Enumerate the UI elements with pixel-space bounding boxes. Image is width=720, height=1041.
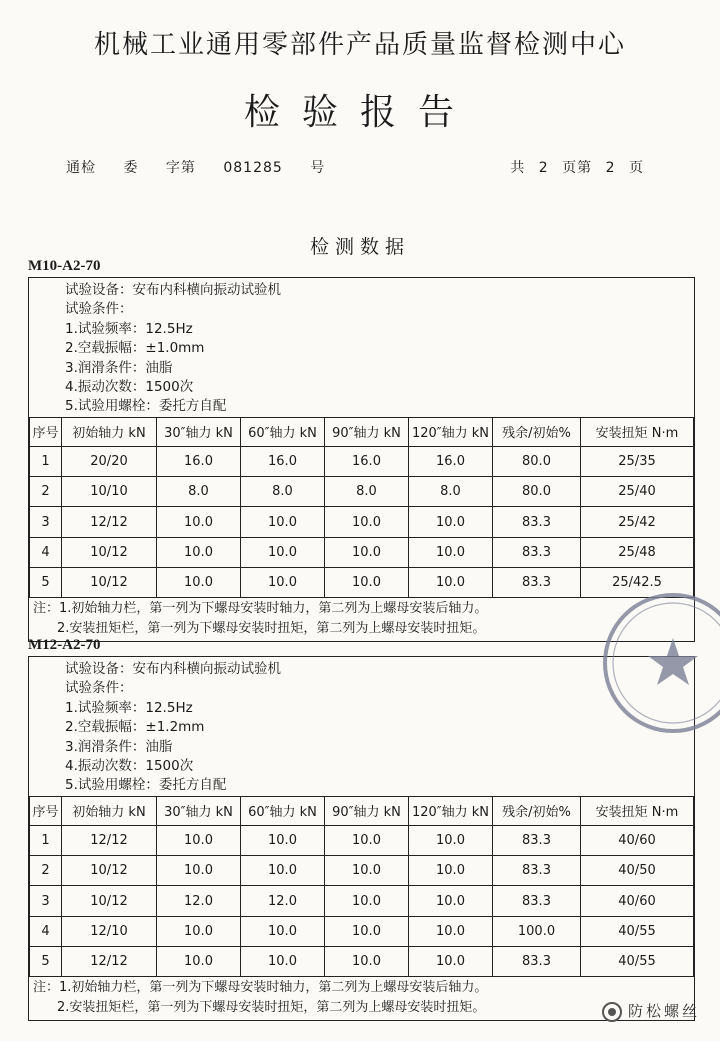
table-header-row <box>30 417 694 446</box>
note-line: 2.安装扭矩栏，第一列为下螺母安装时扭矩，第二列为上螺母安装时扭矩。 <box>57 1000 486 1016</box>
table-row <box>30 825 694 855</box>
official-seal <box>598 588 720 738</box>
doc-word: 字第 <box>165 160 196 176</box>
table-row <box>30 568 694 598</box>
table-cell: 10.0 <box>409 507 493 537</box>
table-cell: 10/12 <box>62 856 157 886</box>
condition-line: 4.振动次数：1500次 <box>65 758 194 775</box>
table-cell: 10.0 <box>409 537 493 567</box>
table-cell: 10.0 <box>409 825 493 855</box>
table-cell: 10.0 <box>325 856 409 886</box>
column-header: 30″轴力 kN <box>157 796 241 825</box>
table-cell: 10/12 <box>62 886 157 916</box>
watermark-text: 防松螺丝 <box>627 1002 700 1020</box>
condition-line: 2.空载振幅：±1.0mm <box>65 340 205 357</box>
table-body <box>30 446 694 597</box>
table-notes <box>29 598 694 641</box>
table-cell: 10.0 <box>409 947 493 977</box>
table-cell: 25/48 <box>581 537 694 567</box>
table-cell: 10.0 <box>241 916 325 946</box>
doc-suffix: 号 <box>310 160 326 176</box>
page-current: 2 <box>605 160 616 176</box>
table-cell: 10.0 <box>157 856 241 886</box>
table-cell: 12.0 <box>241 886 325 916</box>
table-cell: 10.0 <box>409 916 493 946</box>
table-cell: 10.0 <box>325 947 409 977</box>
model-label: M12-A2-70 <box>28 637 101 653</box>
data-table <box>29 796 694 977</box>
column-header: 90″轴力 kN <box>325 417 409 446</box>
column-header: 安装扭矩 N·m <box>581 417 694 446</box>
table-cell: 10.0 <box>325 568 409 598</box>
table-cell: 40/55 <box>581 947 694 977</box>
seal-star-icon <box>648 638 698 685</box>
table-row <box>30 916 694 946</box>
page-total-label: 共 <box>510 160 526 176</box>
column-header: 安装扭矩 N·m <box>581 796 694 825</box>
table-cell: 40/60 <box>581 886 694 916</box>
table-cell: 80.0 <box>493 477 581 507</box>
test-conditions <box>29 278 694 417</box>
table-cell: 10.0 <box>325 825 409 855</box>
column-header: 序号 <box>30 417 62 446</box>
table-cell: 2 <box>30 477 62 507</box>
model-label: M10-A2-70 <box>28 258 101 274</box>
table-header-row <box>30 796 694 825</box>
table-cell: 10.0 <box>409 886 493 916</box>
table-cell: 10/12 <box>62 537 157 567</box>
table-cell: 83.3 <box>493 537 581 567</box>
wechat-icon <box>602 1002 622 1022</box>
table-cell: 100.0 <box>493 916 581 946</box>
table-cell: 12/10 <box>62 916 157 946</box>
table-cell: 10.0 <box>157 537 241 567</box>
table-cell: 83.3 <box>493 856 581 886</box>
test-block-m10 <box>28 277 695 642</box>
column-header: 序号 <box>30 796 62 825</box>
table-cell: 40/50 <box>581 856 694 886</box>
table-cell: 4 <box>30 537 62 567</box>
column-header: 60″轴力 kN <box>241 796 325 825</box>
table-cell: 83.3 <box>493 947 581 977</box>
table-cell: 10.0 <box>241 947 325 977</box>
table-cell: 10.0 <box>157 916 241 946</box>
table-row <box>30 507 694 537</box>
table-cell: 10.0 <box>325 886 409 916</box>
table-cell: 12/12 <box>62 947 157 977</box>
condition-line: 5.试验用螺栓：委托方自配 <box>65 398 227 415</box>
section-heading: 检测数据 <box>309 236 410 258</box>
table-cell: 10.0 <box>241 507 325 537</box>
doc-number-value: 081285 <box>223 160 283 176</box>
table-cell: 10.0 <box>241 856 325 886</box>
condition-line: 3.润滑条件：油脂 <box>65 738 173 755</box>
column-header: 残余/初始% <box>493 796 581 825</box>
condition-line: 1.试验频率：12.5Hz <box>65 699 193 716</box>
condition-line: 1.试验频率：12.5Hz <box>65 320 193 337</box>
table-cell: 8.0 <box>241 477 325 507</box>
data-table <box>29 417 694 598</box>
table-cell: 40/55 <box>581 916 694 946</box>
column-header: 120″轴力 kN <box>409 796 493 825</box>
document-number <box>66 157 347 177</box>
table-cell: 40/60 <box>581 825 694 855</box>
table-cell: 10.0 <box>409 856 493 886</box>
table-cell: 10.0 <box>325 916 409 946</box>
table-cell: 16.0 <box>325 446 409 476</box>
watermark <box>602 1000 700 1022</box>
table-cell: 10.0 <box>157 947 241 977</box>
table-cell: 10.0 <box>241 568 325 598</box>
table-cell: 10.0 <box>325 507 409 537</box>
table-cell: 1 <box>30 825 62 855</box>
table-cell: 1 <box>30 446 62 476</box>
condition-line: 5.试验用螺栓：委托方自配 <box>65 777 227 794</box>
page-label: 页第 <box>562 160 593 176</box>
table-cell: 10.0 <box>241 537 325 567</box>
condition-line: 试验条件： <box>65 301 133 318</box>
table-row <box>30 477 694 507</box>
table-cell: 83.3 <box>493 886 581 916</box>
table-row <box>30 856 694 886</box>
condition-line: 3.润滑条件：油脂 <box>65 359 173 376</box>
table-cell: 25/42.5 <box>581 568 694 598</box>
table-cell: 80.0 <box>493 446 581 476</box>
table-cell: 4 <box>30 916 62 946</box>
table-cell: 3 <box>30 507 62 537</box>
table-cell: 83.3 <box>493 507 581 537</box>
column-header: 120″轴力 kN <box>409 417 493 446</box>
table-cell: 12.0 <box>157 886 241 916</box>
page-suffix: 页 <box>629 160 644 176</box>
doc-committee: 委 <box>123 160 139 176</box>
table-cell: 83.3 <box>493 825 581 855</box>
table-cell: 16.0 <box>241 446 325 476</box>
table-row <box>30 537 694 567</box>
table-cell: 20/20 <box>62 446 157 476</box>
condition-line: 4.振动次数：1500次 <box>65 379 194 396</box>
table-cell: 3 <box>30 886 62 916</box>
table-row <box>30 947 694 977</box>
table-cell: 8.0 <box>409 477 493 507</box>
table-cell: 2 <box>30 856 62 886</box>
note-line: 2.安装扭矩栏，第一列为下螺母安装时扭矩，第二列为上螺母安装时扭矩。 <box>57 621 486 637</box>
table-cell: 10.0 <box>157 825 241 855</box>
condition-line: 试验条件： <box>65 680 133 697</box>
organization-name: 机械工业通用零部件产品质量监督检测中心 <box>93 30 626 60</box>
table-notes <box>29 977 694 1020</box>
page-total: 2 <box>538 160 549 176</box>
page-info <box>502 157 644 177</box>
condition-line: 试验设备：安布内科横向振动试验机 <box>65 282 281 298</box>
table-row <box>30 886 694 916</box>
test-block-m12 <box>28 656 695 1021</box>
table-row <box>30 446 694 476</box>
column-header: 初始轴力 kN <box>62 796 157 825</box>
table-cell: 25/42 <box>581 507 694 537</box>
table-body <box>30 825 694 976</box>
column-header: 30″轴力 kN <box>157 417 241 446</box>
table-cell: 16.0 <box>409 446 493 476</box>
column-header: 残余/初始% <box>493 417 581 446</box>
table-cell: 10.0 <box>325 537 409 567</box>
table-cell: 10.0 <box>409 568 493 598</box>
column-header: 90″轴力 kN <box>325 796 409 825</box>
table-cell: 10.0 <box>157 507 241 537</box>
table-cell: 12/12 <box>62 825 157 855</box>
test-conditions <box>29 657 694 796</box>
note-line: 注：1.初始轴力栏，第一列为下螺母安装时轴力，第二列为上螺母安装后轴力。 <box>33 980 488 996</box>
table-cell: 12/12 <box>62 507 157 537</box>
table-cell: 16.0 <box>157 446 241 476</box>
table-cell: 10/10 <box>62 477 157 507</box>
condition-line: 2.空载振幅：±1.2mm <box>65 719 205 736</box>
table-cell: 25/40 <box>581 477 694 507</box>
table-cell: 10/12 <box>62 568 157 598</box>
report-title: 检验报告 <box>243 92 476 133</box>
condition-line: 试验设备：安布内科横向振动试验机 <box>65 661 281 677</box>
table-cell: 25/35 <box>581 446 694 476</box>
table-cell: 10.0 <box>157 568 241 598</box>
column-header: 初始轴力 kN <box>62 417 157 446</box>
table-cell: 8.0 <box>157 477 241 507</box>
table-cell: 5 <box>30 947 62 977</box>
table-cell: 8.0 <box>325 477 409 507</box>
table-cell: 83.3 <box>493 568 581 598</box>
doc-prefix: 通检 <box>66 160 96 176</box>
note-line: 注：1.初始轴力栏，第一列为下螺母安装时轴力，第二列为上螺母安装后轴力。 <box>33 601 488 617</box>
table-cell: 5 <box>30 568 62 598</box>
column-header: 60″轴力 kN <box>241 417 325 446</box>
table-cell: 10.0 <box>241 825 325 855</box>
